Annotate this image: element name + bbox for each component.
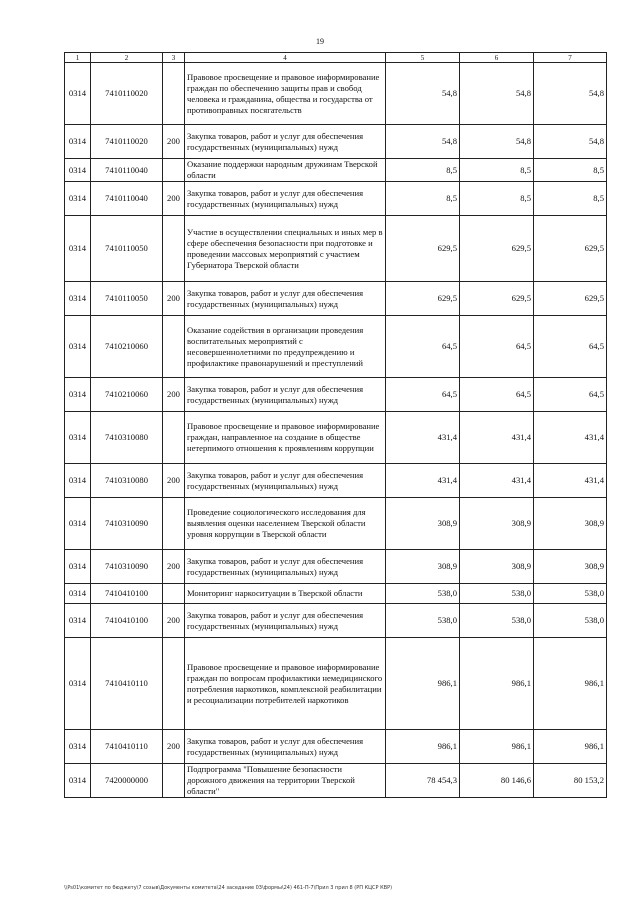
table-row — [65, 498, 607, 550]
table-row — [65, 638, 607, 730]
item-name-cell: Оказание поддержки народным дружинам Тверской области — [185, 159, 386, 182]
amount-year-2-cell: 308,9 — [460, 498, 534, 550]
table-row — [65, 216, 607, 282]
expense-type-cell — [163, 216, 185, 282]
amount-year-3-cell: 8,5 — [534, 182, 607, 216]
section-code-cell: 0314 — [65, 63, 91, 125]
amount-year-2-cell: 538,0 — [460, 604, 534, 638]
expense-type-cell: 200 — [163, 182, 185, 216]
amount-year-1-cell: 8,5 — [386, 159, 460, 182]
amount-year-2-cell: 64,5 — [460, 316, 534, 378]
section-code-cell: 0314 — [65, 604, 91, 638]
target-code-cell: 7410110020 — [91, 125, 163, 159]
section-code-cell: 0314 — [65, 550, 91, 584]
amount-year-2-cell: 538,0 — [460, 584, 534, 604]
item-name-cell: Подпрограмма "Повышение безопасности дорожного движения на территории Тверской области" — [185, 764, 386, 798]
expense-type-cell: 200 — [163, 604, 185, 638]
target-code-cell: 7410110020 — [91, 63, 163, 125]
budget-table — [64, 52, 607, 798]
table-row — [65, 584, 607, 604]
table-row — [65, 282, 607, 316]
item-name-cell: Проведение социологического исследования для выявления оценки населением Тверской области уровня коррупции в Тверской области — [185, 498, 386, 550]
amount-year-3-cell: 431,4 — [534, 412, 607, 464]
section-code-cell: 0314 — [65, 464, 91, 498]
amount-year-1-cell: 308,9 — [386, 550, 460, 584]
table-row — [65, 464, 607, 498]
amount-year-1-cell: 538,0 — [386, 604, 460, 638]
item-name-cell: Участие в осуществлении специальных и иных мер в сфере обеспечения безопасности при подготовке и проведении массовых мероприятий с участием Губернатора Тверской области — [185, 216, 386, 282]
amount-year-1-cell: 431,4 — [386, 412, 460, 464]
target-code-cell: 7410210060 — [91, 316, 163, 378]
table-row — [65, 182, 607, 216]
amount-year-2-cell: 986,1 — [460, 638, 534, 730]
item-name-cell: Правовое просвещение и правовое информирование граждан, направленное на создание в обществе нетерпимого отношения к проявлениям коррупции — [185, 412, 386, 464]
amount-year-1-cell: 54,8 — [386, 63, 460, 125]
amount-year-1-cell: 986,1 — [386, 730, 460, 764]
item-name-cell: Мониторинг наркоситуации в Тверской области — [185, 584, 386, 604]
amount-year-3-cell: 64,5 — [534, 378, 607, 412]
item-name-cell: Правовое просвещение и правовое информирование граждан по вопросам профилактики немедицинского потребления наркотиков, комплексной реабилитации и ресоциализации потребителей наркотиков — [185, 638, 386, 730]
amount-year-3-cell: 538,0 — [534, 584, 607, 604]
amount-year-2-cell: 54,8 — [460, 125, 534, 159]
column-number: 7 — [534, 53, 607, 63]
amount-year-3-cell: 629,5 — [534, 282, 607, 316]
amount-year-1-cell: 78 454,3 — [386, 764, 460, 798]
table-row — [65, 378, 607, 412]
amount-year-1-cell: 54,8 — [386, 125, 460, 159]
section-code-cell: 0314 — [65, 316, 91, 378]
amount-year-3-cell: 8,5 — [534, 159, 607, 182]
column-number: 6 — [460, 53, 534, 63]
expense-type-cell — [163, 764, 185, 798]
amount-year-1-cell: 986,1 — [386, 638, 460, 730]
section-code-cell: 0314 — [65, 412, 91, 464]
target-code-cell: 7410410100 — [91, 584, 163, 604]
target-code-cell: 7420000000 — [91, 764, 163, 798]
amount-year-2-cell: 54,8 — [460, 63, 534, 125]
table-row — [65, 550, 607, 584]
table-row — [65, 159, 607, 182]
amount-year-2-cell: 80 146,6 — [460, 764, 534, 798]
section-code-cell: 0314 — [65, 216, 91, 282]
expense-type-cell — [163, 498, 185, 550]
column-number: 2 — [91, 53, 163, 63]
amount-year-3-cell: 629,5 — [534, 216, 607, 282]
item-name-cell: Закупка товаров, работ и услуг для обеспечения государственных (муниципальных) нужд — [185, 282, 386, 316]
expense-type-cell — [163, 584, 185, 604]
item-name-cell: Закупка товаров, работ и услуг для обеспечения государственных (муниципальных) нужд — [185, 125, 386, 159]
expense-type-cell — [163, 316, 185, 378]
item-name-cell: Правовое просвещение и правовое информирование граждан по обеспечению защиты прав и свобод человека и гражданина, общества и государства от противоправных посягательств — [185, 63, 386, 125]
expense-type-cell — [163, 63, 185, 125]
table-row — [65, 604, 607, 638]
amount-year-3-cell: 986,1 — [534, 730, 607, 764]
item-name-cell: Закупка товаров, работ и услуг для обеспечения государственных (муниципальных) нужд — [185, 604, 386, 638]
expense-type-cell: 200 — [163, 125, 185, 159]
target-code-cell: 7410410110 — [91, 730, 163, 764]
item-name-cell: Закупка товаров, работ и услуг для обеспечения государственных (муниципальных) нужд — [185, 182, 386, 216]
section-code-cell: 0314 — [65, 730, 91, 764]
expense-type-cell: 200 — [163, 378, 185, 412]
table-row — [65, 764, 607, 798]
amount-year-3-cell: 54,8 — [534, 63, 607, 125]
amount-year-2-cell: 629,5 — [460, 282, 534, 316]
target-code-cell: 7410410110 — [91, 638, 163, 730]
item-name-cell: Закупка товаров, работ и услуг для обеспечения государственных (муниципальных) нужд — [185, 730, 386, 764]
expense-type-cell — [163, 159, 185, 182]
section-code-cell: 0314 — [65, 182, 91, 216]
amount-year-3-cell: 54,8 — [534, 125, 607, 159]
item-name-cell: Закупка товаров, работ и услуг для обеспечения государственных (муниципальных) нужд — [185, 550, 386, 584]
table-row — [65, 730, 607, 764]
expense-type-cell: 200 — [163, 282, 185, 316]
target-code-cell: 7410310090 — [91, 550, 163, 584]
target-code-cell: 7410110050 — [91, 282, 163, 316]
column-number: 1 — [65, 53, 91, 63]
amount-year-2-cell: 986,1 — [460, 730, 534, 764]
footer-file-path: \\Ps01\комитет по бюджету\7 созыв\Документы комитета\24 заседание 03\формы\24) 461-П-7\Прил 3 прил 8 (РП КЦСР КВР) — [64, 885, 393, 891]
amount-year-1-cell: 64,5 — [386, 316, 460, 378]
target-code-cell: 7410110040 — [91, 182, 163, 216]
table-row — [65, 412, 607, 464]
table-row — [65, 63, 607, 125]
amount-year-3-cell: 308,9 — [534, 550, 607, 584]
amount-year-2-cell: 64,5 — [460, 378, 534, 412]
target-code-cell: 7410110050 — [91, 216, 163, 282]
table-row — [65, 125, 607, 159]
amount-year-3-cell: 538,0 — [534, 604, 607, 638]
column-number: 4 — [185, 53, 386, 63]
target-code-cell: 7410110040 — [91, 159, 163, 182]
amount-year-2-cell: 629,5 — [460, 216, 534, 282]
column-number: 3 — [163, 53, 185, 63]
amount-year-3-cell: 80 153,2 — [534, 764, 607, 798]
amount-year-1-cell: 64,5 — [386, 378, 460, 412]
expense-type-cell: 200 — [163, 464, 185, 498]
amount-year-1-cell: 538,0 — [386, 584, 460, 604]
amount-year-2-cell: 8,5 — [460, 159, 534, 182]
amount-year-2-cell: 431,4 — [460, 464, 534, 498]
amount-year-3-cell: 308,9 — [534, 498, 607, 550]
table-row — [65, 316, 607, 378]
section-code-cell: 0314 — [65, 125, 91, 159]
target-code-cell: 7410210060 — [91, 378, 163, 412]
item-name-cell: Закупка товаров, работ и услуг для обеспечения государственных (муниципальных) нужд — [185, 378, 386, 412]
expense-type-cell: 200 — [163, 730, 185, 764]
section-code-cell: 0314 — [65, 638, 91, 730]
section-code-cell: 0314 — [65, 159, 91, 182]
section-code-cell: 0314 — [65, 282, 91, 316]
expense-type-cell — [163, 412, 185, 464]
target-code-cell: 7410310080 — [91, 412, 163, 464]
section-code-cell: 0314 — [65, 584, 91, 604]
amount-year-1-cell: 431,4 — [386, 464, 460, 498]
amount-year-3-cell: 64,5 — [534, 316, 607, 378]
amount-year-3-cell: 986,1 — [534, 638, 607, 730]
expense-type-cell — [163, 638, 185, 730]
section-code-cell: 0314 — [65, 378, 91, 412]
section-code-cell: 0314 — [65, 498, 91, 550]
amount-year-1-cell: 308,9 — [386, 498, 460, 550]
target-code-cell: 7410310090 — [91, 498, 163, 550]
item-name-cell: Оказание содействия в организации проведения воспитательных мероприятий с несовершеннолетними по предупреждению и профилактике правонарушений и преступлений — [185, 316, 386, 378]
amount-year-1-cell: 8,5 — [386, 182, 460, 216]
item-name-cell: Закупка товаров, работ и услуг для обеспечения государственных (муниципальных) нужд — [185, 464, 386, 498]
amount-year-1-cell: 629,5 — [386, 216, 460, 282]
amount-year-2-cell: 308,9 — [460, 550, 534, 584]
amount-year-2-cell: 431,4 — [460, 412, 534, 464]
column-number-row — [65, 53, 607, 63]
column-number: 5 — [386, 53, 460, 63]
target-code-cell: 7410410100 — [91, 604, 163, 638]
target-code-cell: 7410310080 — [91, 464, 163, 498]
amount-year-1-cell: 629,5 — [386, 282, 460, 316]
page-number: 19 — [316, 37, 324, 46]
section-code-cell: 0314 — [65, 764, 91, 798]
expense-type-cell: 200 — [163, 550, 185, 584]
amount-year-2-cell: 8,5 — [460, 182, 534, 216]
amount-year-3-cell: 431,4 — [534, 464, 607, 498]
